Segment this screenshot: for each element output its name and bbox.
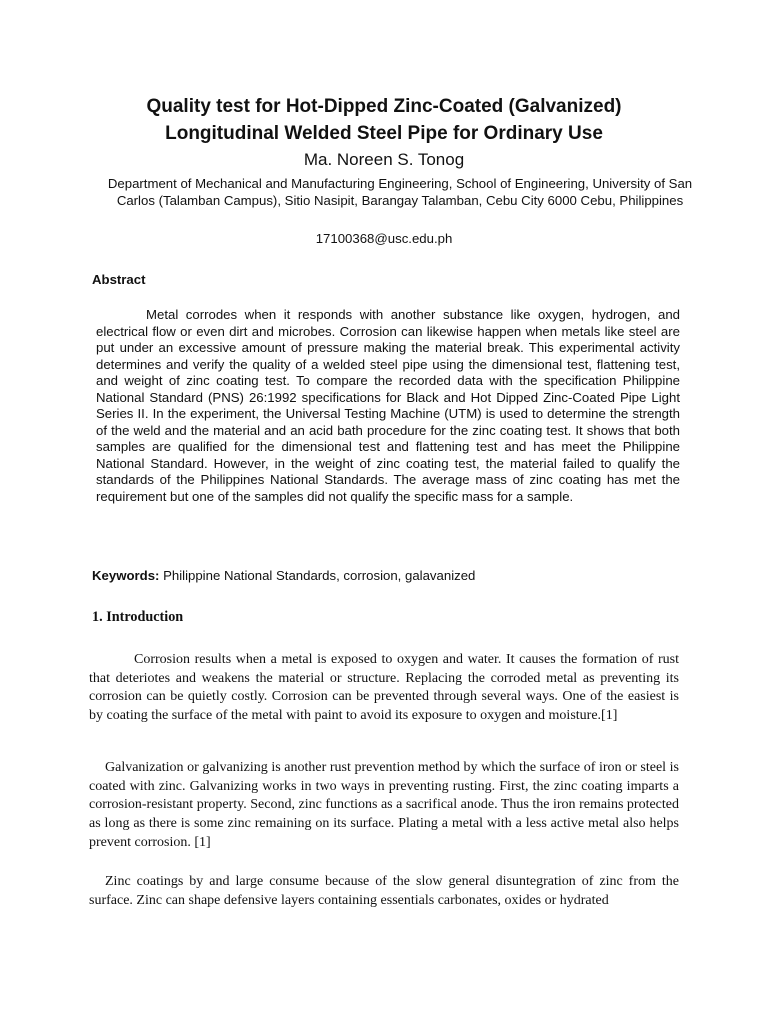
author-name: Ma. Noreen S. Tonog — [303, 150, 465, 169]
title-line-1: Quality test for Hot-Dipped Zinc-Coated (Galvanized) — [146, 96, 622, 117]
intro-paragraph-2: Galvanization or galvanizing is another rust prevention method by which the surface of iron or steel is coated with zinc. Galvanizing works in two ways in preventing rusting. First, the zinc coating imparts a corrosion-resistant property. Second, zinc functions as a sacrifical anode. Thus the iron remains protected as long as there is some zinc remaining on its surface. Plating a metal with a less active metal also helps prevent corrosion. [1] — [89, 760, 679, 850]
intro-paragraph-3: Zinc coatings by and large consume because of the slow general disuntegration of zinc from the surface. Zinc can shape defensive layers containing essentials carbonates, oxides or hydrated — [89, 874, 679, 908]
keywords-label: Keywords: — [92, 568, 160, 583]
introduction-heading: 1. Introduction — [92, 609, 184, 625]
intro-paragraph-1: Corrosion results when a metal is exposed to oxygen and water. It causes the formation of rust that deteriotes and weakens the material or structure. Replacing the corroded metal as preventing its corrosion can be quietly costly. Corrosion can be prevented through several ways. One of the easiest is by coating the surface of the metal with paint to avoid its exposure to oxygen and moisture.[1] — [89, 652, 679, 724]
author-email: 17100368@usc.edu.ph — [315, 231, 453, 246]
author-affiliation: Department of Mechanical and Manufacturing Engineering, School of Engineering, University of San Carlos (Talamban Campus), Sitio Nasipit, Barangay Talamban, Cebu City 6000 Cebu, Philippines — [107, 176, 693, 208]
abstract-heading: Abstract — [92, 272, 146, 287]
keywords-line — [92, 567, 475, 585]
title-line-2: Longitudinal Welded Steel Pipe for Ordinary Use — [165, 123, 603, 144]
paper-title — [60, 93, 708, 147]
keywords-text: Philippine National Standards, corrosion, galavanized — [163, 568, 476, 583]
abstract-text: Metal corrodes when it responds with another substance like oxygen, hydrogen, and electrical flow or even dirt and microbes. Corrosion can likewise happen when metals like steel are put under an excessive amount of pressure making the material break. This experimental activity determines and verify the quality of a welded steel pipe using the dimensional test, flattening test, and weight of zinc coating test. To compare the recorded data with the specification Philippine National Standard (PNS) 26:1992 specifications for Black and Hot Dipped Zinc-Coated Pipe Light Series II. In the experiment, the Universal Testing Machine (UTM) is used to determine the strength of the weld and the material and an acid bath procedure for the zinc coating test. It shows that both samples are qualified for the dimensional test and flattening test and has meet the Philippine National Standard. However, in the weight of zinc coating test, the material failed to qualify the standards of the Philippines National Standards. The average mass of zinc coating has met the requirement but one of the samples did not qualify the specific mass for a sample. — [96, 307, 680, 504]
